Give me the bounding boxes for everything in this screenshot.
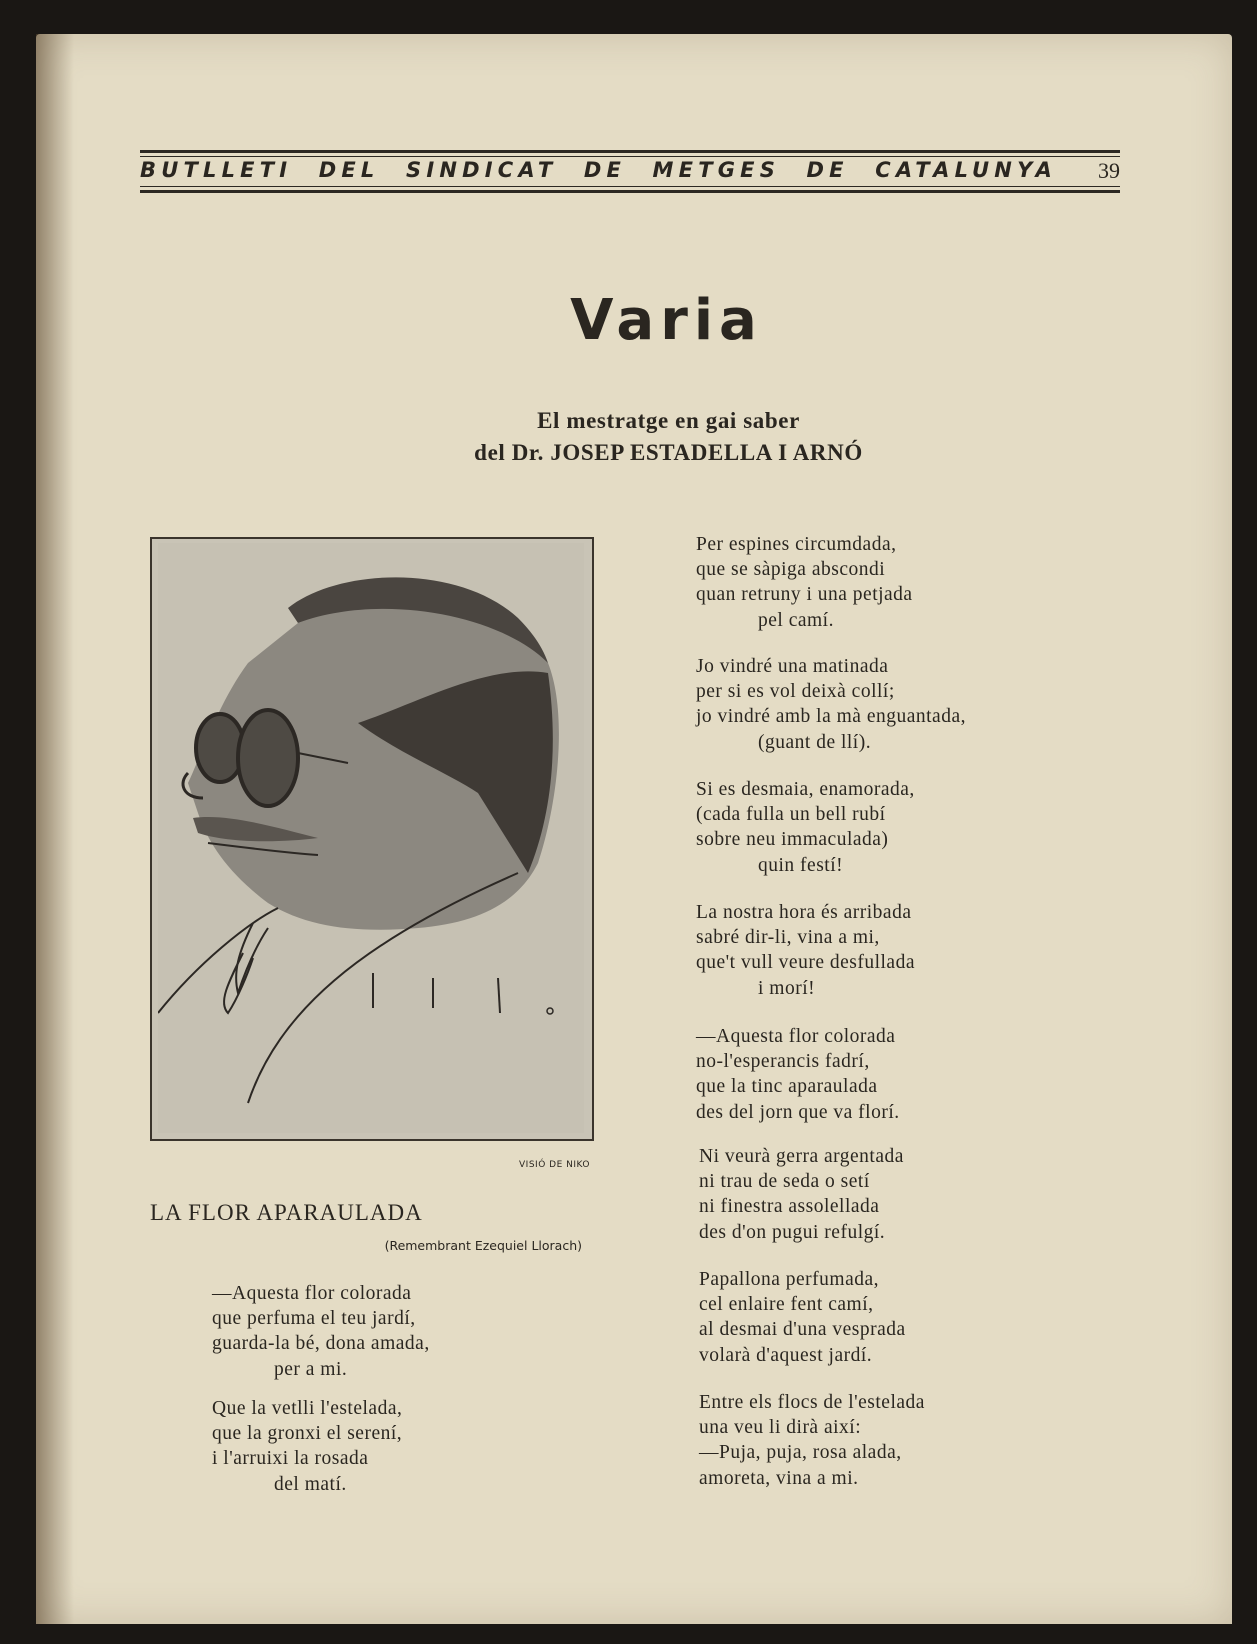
verse-line: per a mi. [274, 1358, 348, 1380]
verse-line: que la gronxi el serení, [212, 1423, 403, 1445]
verse-line: no-l'esperancis fadrí, [696, 1051, 870, 1073]
verse-line: que se sàpiga abscondi [696, 559, 886, 581]
verse-line: cel enlaire fent camí, [699, 1294, 874, 1316]
verse-line: Que la vetlli l'estelada, [212, 1398, 403, 1419]
stanza-9 [699, 1267, 906, 1368]
stanza-5 [696, 777, 915, 878]
verse-line: guarda-la bé, dona amada, [212, 1333, 430, 1355]
verse-line: jo vindré amb la mà enguantada, [696, 706, 966, 728]
header-rule [140, 150, 1120, 153]
verse-line: La nostra hora és arribada [696, 902, 912, 923]
header-rule [140, 156, 1120, 157]
spine-shadow [36, 34, 74, 1624]
verse-line: una veu li dirà així: [699, 1417, 862, 1439]
verse-line: que't vull veure desfullada [696, 952, 915, 974]
journal-title: BUTLLETI DEL SINDICAT DE METGES DE CATALUNYA [140, 158, 1057, 182]
subtitle-line-2: del Dr. JOSEP ESTADELLA I ARNÓ [474, 440, 863, 465]
verse-line: ni finestra assolellada [699, 1196, 880, 1218]
stanza-2 [212, 1396, 402, 1497]
verse-line: que la tinc aparaulada [696, 1076, 878, 1098]
verse-line: i l'arruixi la rosada [212, 1448, 369, 1470]
verse-line: volarà d'aquest jardí. [699, 1344, 873, 1366]
verse-line: (cada fulla un bell rubí [696, 804, 886, 826]
stanza-10 [699, 1390, 925, 1491]
verse-line: quan retruny i una petjada [696, 584, 913, 606]
verse-line: Entre els flocs de l'estelada [699, 1392, 925, 1413]
verse-line: Ni veurà gerra argentada [699, 1146, 904, 1167]
header-rule [140, 190, 1120, 193]
verse-line: sabré dir-li, vina a mi, [696, 927, 880, 949]
section-title: Varia [570, 288, 763, 353]
verse-line: des d'on pugui refulgí. [699, 1221, 886, 1243]
verse-line: Per espines circumdada, [696, 534, 897, 555]
illustration-credit: VISIÓ DE NIKO [519, 1160, 590, 1170]
verse-line: (guant de llí). [758, 731, 872, 753]
verse-line: sobre neu immaculada) [696, 829, 889, 851]
stanza-8 [699, 1144, 904, 1245]
verse-line: des del jorn que va florí. [696, 1101, 900, 1123]
verse-line: al desmai d'una vesprada [699, 1319, 906, 1341]
verse-line: —Puja, puja, rosa alada, [699, 1442, 902, 1464]
page-number: 39 [1098, 158, 1120, 183]
verse-line: Papallona perfumada, [699, 1269, 880, 1290]
verse-line: quin festí! [758, 854, 844, 876]
subtitle-line-1: El mestratge en gai saber [537, 408, 800, 433]
caricature-illustration [150, 537, 594, 1141]
running-header [140, 114, 1120, 194]
poem-dedication: (Remembrant Ezequiel Llorach) [384, 1238, 582, 1253]
verse-line: —Aquesta flor colorada [212, 1283, 412, 1304]
stanza-1 [212, 1281, 430, 1382]
verse-line: pel camí. [758, 609, 834, 631]
verse-line: —Aquesta flor colorada [696, 1026, 896, 1047]
verse-line: ni trau de seda o setí [699, 1171, 870, 1193]
poem-title: LA FLOR APARAULADA [150, 1200, 423, 1225]
header-rule [140, 186, 1120, 187]
verse-line: per si es vol deixà collí; [696, 681, 895, 703]
stanza-6 [696, 900, 915, 1001]
verse-line: amoreta, vina a mi. [699, 1467, 859, 1489]
stanza-7 [696, 1024, 900, 1125]
verse-line: del matí. [274, 1473, 347, 1495]
stanza-3 [696, 532, 913, 633]
verse-line: que perfuma el teu jardí, [212, 1308, 416, 1330]
verse-line: Jo vindré una matinada [696, 656, 889, 677]
verse-line: i morí! [758, 977, 816, 999]
stanza-4 [696, 654, 966, 755]
verse-line: Si es desmaia, enamorada, [696, 779, 915, 800]
caricature-drawing [158, 543, 584, 1133]
